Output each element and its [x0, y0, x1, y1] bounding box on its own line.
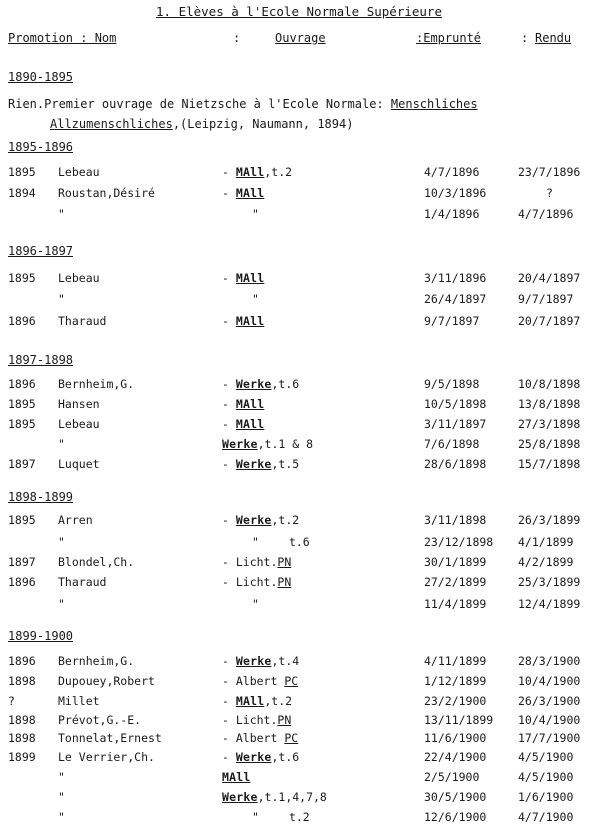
promotion-year: 1895 — [8, 417, 36, 431]
intro-book-title-cont: Allzumenschliches — [50, 117, 173, 131]
student-name: Tharaud — [58, 575, 107, 589]
student-name: " — [58, 810, 65, 824]
student-name: " — [58, 437, 65, 451]
borrow-date: 4/7/1896 — [424, 165, 480, 179]
loan-row — [0, 535, 598, 553]
student-name: " — [58, 207, 65, 221]
borrow-date: 3/11/1898 — [424, 513, 487, 527]
work-title: Werke — [235, 654, 272, 668]
student-name: Roustan,Désiré — [58, 186, 155, 200]
work-volume: ,t.2 — [264, 165, 293, 179]
intro-line-1 — [8, 97, 478, 111]
work-volume: t.6 — [288, 535, 310, 549]
promotion-year: 1895 — [8, 271, 36, 285]
intro-publisher: ,(Leipzig, Naumann, 1894) — [172, 117, 354, 131]
borrow-date: 13/11/1899 — [424, 713, 494, 727]
work-dash: - — [222, 694, 236, 708]
work-title: MAll — [235, 417, 265, 431]
work-cell — [222, 770, 251, 784]
header-separator: : — [233, 31, 241, 45]
work-title: MAll — [235, 271, 265, 285]
header-ouvrage: Ouvrage — [275, 31, 326, 45]
loan-row — [0, 674, 598, 692]
return-date: 26/3/1900 — [518, 694, 581, 708]
work-dash: - — [222, 417, 236, 431]
return-date: ? — [546, 186, 553, 200]
work-title: MAll — [235, 186, 265, 200]
borrow-date: 9/5/1898 — [424, 377, 480, 391]
return-date: 15/7/1898 — [518, 457, 581, 471]
borrow-date: 3/11/1897 — [424, 417, 487, 431]
work-dash: - — [222, 271, 236, 285]
work-title: Werke — [235, 457, 272, 471]
promotion-year: 1899 — [8, 750, 36, 764]
borrow-date: 10/3/1896 — [424, 186, 487, 200]
return-date: 4/2/1899 — [518, 555, 574, 569]
return-date: 26/3/1899 — [518, 513, 581, 527]
period-heading: 1899-1900 — [8, 629, 74, 643]
work-cell — [222, 575, 291, 589]
borrow-date: 28/6/1898 — [424, 457, 487, 471]
work-dash: - — [222, 457, 236, 471]
work-title: " — [252, 207, 259, 221]
period-heading: 1890-1895 — [8, 70, 74, 84]
work-title: Albert — [235, 731, 285, 745]
student-name: Lebeau — [58, 271, 100, 285]
borrow-date: 9/7/1897 — [424, 314, 480, 328]
work-abbrev: PN — [277, 713, 292, 727]
borrow-date: 27/2/1899 — [424, 575, 487, 589]
student-name: Hansen — [58, 397, 100, 411]
work-cell — [222, 713, 291, 727]
student-name: Blondel,Ch. — [58, 555, 135, 569]
header-emprunte: :Emprunté — [416, 31, 482, 45]
work-title: " — [252, 535, 259, 549]
promotion-year: 1898 — [8, 713, 36, 727]
work-title: Werke — [235, 377, 272, 391]
return-date: 4/7/1900 — [518, 810, 574, 824]
return-date: 10/4/1900 — [518, 713, 581, 727]
work-dash: - — [222, 397, 236, 411]
student-name: Lebeau — [58, 165, 100, 179]
work-cell — [222, 535, 310, 549]
return-date: 20/7/1897 — [518, 314, 581, 328]
period-heading: 1898-1899 — [8, 490, 74, 504]
borrow-date: 10/5/1898 — [424, 397, 487, 411]
promotion-year: 1896 — [8, 575, 36, 589]
work-title: Licht. — [235, 575, 278, 589]
borrow-date: 11/4/1899 — [424, 597, 487, 611]
work-cell — [222, 750, 299, 764]
loan-row — [0, 654, 598, 672]
work-cell — [222, 165, 292, 179]
work-cell — [222, 292, 259, 306]
borrow-date: 23/12/1898 — [424, 535, 494, 549]
header-promotion-nom: Promotion : Nom — [8, 31, 117, 45]
work-abbrev: PN — [277, 555, 292, 569]
borrow-date: 7/6/1898 — [424, 437, 480, 451]
borrow-date: 3/11/1896 — [424, 271, 487, 285]
student-name: Prévot,G.-E. — [58, 713, 142, 727]
promotion-year: 1895 — [8, 165, 36, 179]
return-date: 17/7/1900 — [518, 731, 581, 745]
work-volume: ,t.4 — [271, 654, 300, 668]
loan-row — [0, 597, 598, 615]
work-cell — [222, 271, 264, 285]
work-title: Licht. — [235, 555, 278, 569]
work-dash: - — [222, 513, 236, 527]
borrow-date: 2/5/1900 — [424, 770, 480, 784]
return-date: 4/1/1899 — [518, 535, 574, 549]
borrow-date: 4/11/1899 — [424, 654, 487, 668]
promotion-year: 1898 — [8, 674, 36, 688]
return-date: 9/7/1897 — [518, 292, 574, 306]
student-name: Arren — [58, 513, 93, 527]
loan-row — [0, 810, 598, 828]
work-cell — [222, 790, 327, 804]
work-cell — [222, 597, 259, 611]
return-date: 23/7/1896 — [518, 165, 581, 179]
loan-row — [0, 314, 598, 332]
work-title: Werke — [222, 790, 258, 804]
promotion-year: 1896 — [8, 377, 36, 391]
borrow-date: 26/4/1897 — [424, 292, 487, 306]
loan-row — [0, 575, 598, 593]
student-name: " — [58, 770, 65, 784]
work-title: MAll — [222, 770, 251, 784]
promotion-year: 1898 — [8, 731, 36, 745]
work-abbrev: PC — [284, 731, 299, 745]
promotion-year: 1895 — [8, 513, 36, 527]
student-name: Bernheim,G. — [58, 377, 135, 391]
work-cell — [222, 207, 259, 221]
student-name: " — [58, 535, 65, 549]
work-dash: - — [222, 575, 236, 589]
work-title: Licht. — [235, 713, 278, 727]
work-title: Werke — [235, 750, 272, 764]
loan-row — [0, 207, 598, 225]
student-name: Le Verrier,Ch. — [58, 750, 155, 764]
student-name: " — [58, 292, 65, 306]
work-abbrev: PC — [284, 674, 299, 688]
work-title: MAll — [235, 314, 265, 328]
return-date: 25/3/1899 — [518, 575, 581, 589]
loan-row — [0, 271, 598, 289]
borrow-date: 12/6/1900 — [424, 810, 487, 824]
loan-row — [0, 790, 598, 808]
work-volume: ,t.5 — [271, 457, 300, 471]
work-cell — [222, 437, 313, 451]
student-name: Luquet — [58, 457, 100, 471]
work-dash: - — [222, 555, 236, 569]
work-cell — [222, 314, 264, 328]
work-volume: ,t.2 — [264, 694, 293, 708]
work-dash: - — [222, 750, 236, 764]
promotion-year: 1896 — [8, 654, 36, 668]
header-rendu: Rendu — [535, 31, 572, 45]
student-name: " — [58, 597, 65, 611]
work-cell — [222, 674, 298, 688]
borrow-date: 30/5/1900 — [424, 790, 487, 804]
work-title: MAll — [235, 397, 265, 411]
return-date: 13/8/1898 — [518, 397, 581, 411]
student-name: Lebeau — [58, 417, 100, 431]
return-date: 10/8/1898 — [518, 377, 581, 391]
work-title: " — [252, 292, 259, 306]
loan-row — [0, 437, 598, 455]
work-cell — [222, 555, 291, 569]
work-cell — [222, 397, 264, 411]
loan-row — [0, 694, 598, 712]
loan-row — [0, 513, 598, 531]
work-dash: - — [222, 186, 236, 200]
promotion-year: ? — [8, 694, 15, 708]
work-volume: ,t.6 — [271, 750, 300, 764]
loan-row — [0, 713, 598, 731]
work-title: Albert — [235, 674, 285, 688]
header-rendu-separator: : — [521, 31, 529, 45]
student-name: Bernheim,G. — [58, 654, 135, 668]
intro-line-2 — [50, 117, 353, 131]
work-cell — [222, 694, 292, 708]
return-date: 20/4/1897 — [518, 271, 581, 285]
return-date: 27/3/1898 — [518, 417, 581, 431]
student-name: " — [58, 790, 65, 804]
work-title: Werke — [222, 437, 258, 451]
student-name: Dupouey,Robert — [58, 674, 155, 688]
period-heading: 1895-1896 — [8, 140, 74, 154]
promotion-year: 1895 — [8, 397, 36, 411]
work-cell — [222, 810, 310, 824]
work-title: " — [252, 810, 259, 824]
promotion-year: 1897 — [8, 457, 36, 471]
return-date: 25/8/1898 — [518, 437, 581, 451]
promotion-year: 1896 — [8, 314, 36, 328]
work-dash: - — [222, 731, 236, 745]
borrow-date: 1/4/1896 — [424, 207, 480, 221]
intro-text: Rien.Premier ouvrage de Nietzsche à l'Ecole Normale: — [8, 97, 391, 111]
work-dash: - — [222, 377, 236, 391]
borrow-date: 30/1/1899 — [424, 555, 487, 569]
borrow-date: 11/6/1900 — [424, 731, 487, 745]
loan-row — [0, 555, 598, 573]
loan-row — [0, 186, 598, 204]
loan-row — [0, 770, 598, 788]
work-volume: ,t.6 — [271, 377, 300, 391]
return-date: 10/4/1900 — [518, 674, 581, 688]
return-date: 12/4/1899 — [518, 597, 581, 611]
return-date: 28/3/1900 — [518, 654, 581, 668]
work-title: MAll — [235, 694, 265, 708]
work-cell — [222, 457, 299, 471]
work-dash: - — [222, 713, 236, 727]
work-title: MAll — [235, 165, 265, 179]
work-dash: - — [222, 314, 236, 328]
work-cell — [222, 654, 299, 668]
work-title: Werke — [235, 513, 272, 527]
work-dash: - — [222, 165, 236, 179]
loan-row — [0, 457, 598, 475]
borrow-date: 22/4/1900 — [424, 750, 487, 764]
loan-row — [0, 417, 598, 435]
work-dash: - — [222, 654, 236, 668]
student-name: Tonnelat,Ernest — [58, 731, 162, 745]
borrow-date: 1/12/1899 — [424, 674, 487, 688]
loan-row — [0, 292, 598, 310]
return-date: 4/5/1900 — [518, 750, 574, 764]
period-heading: 1896-1897 — [8, 244, 74, 258]
work-abbrev: PN — [277, 575, 292, 589]
intro-book-title: Menschliches — [390, 97, 478, 111]
work-volume: ,t.1 & 8 — [257, 437, 314, 451]
work-volume: ,t.2 — [271, 513, 300, 527]
loan-row — [0, 165, 598, 183]
student-name: Millet — [58, 694, 100, 708]
return-date: 1/6/1900 — [518, 790, 574, 804]
page-title: 1. Elèves à l'Ecole Normale Supérieure — [156, 4, 442, 19]
work-cell — [222, 731, 298, 745]
period-heading: 1897-1898 — [8, 353, 74, 367]
work-title: " — [252, 597, 259, 611]
loan-row — [0, 377, 598, 395]
promotion-year: 1894 — [8, 186, 36, 200]
borrow-date: 23/2/1900 — [424, 694, 487, 708]
work-dash: - — [222, 674, 236, 688]
promotion-year: 1897 — [8, 555, 36, 569]
return-date: 4/7/1896 — [518, 207, 574, 221]
loan-row — [0, 731, 598, 749]
work-volume: ,t.1,4,7,8 — [257, 790, 327, 804]
work-volume: t.2 — [288, 810, 310, 824]
work-cell — [222, 186, 264, 200]
loan-row — [0, 750, 598, 768]
student-name: Tharaud — [58, 314, 107, 328]
loan-row — [0, 397, 598, 415]
work-cell — [222, 377, 299, 391]
work-cell — [222, 417, 264, 431]
return-date: 4/5/1900 — [518, 770, 574, 784]
work-cell — [222, 513, 299, 527]
